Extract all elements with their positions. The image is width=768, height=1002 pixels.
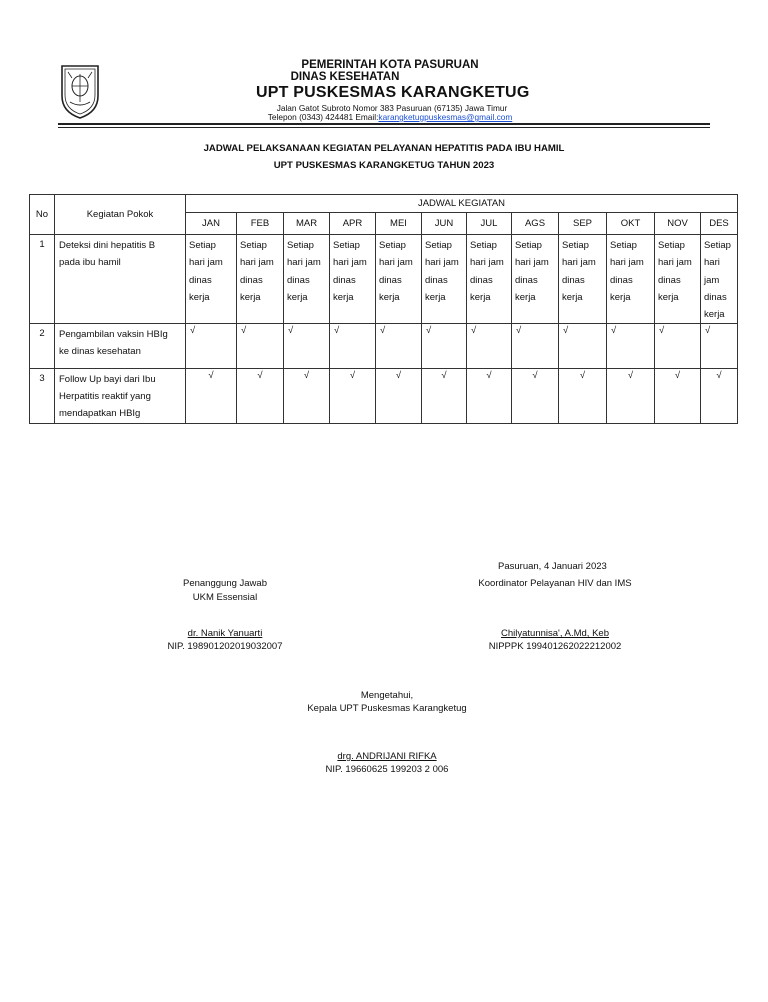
letterhead-rule-thick xyxy=(58,123,710,125)
check-mark-mei: √ xyxy=(376,324,422,369)
check-mark-okt: √ xyxy=(607,369,655,424)
schedule-table xyxy=(29,194,738,424)
schedule-text-line: hari jam xyxy=(333,257,367,269)
schedule-cell-jul xyxy=(467,235,512,324)
month-header-des: DES xyxy=(701,213,738,235)
document-subtitle: UPT PUSKESMAS KARANGKETUG TAHUN 2023 xyxy=(273,160,495,171)
schedule-text-line: kerja xyxy=(287,291,308,303)
check-mark-jun: √ xyxy=(422,369,467,424)
letterhead-rule-thin xyxy=(58,127,710,128)
schedule-text-line: kerja xyxy=(333,291,354,303)
schedule-body xyxy=(30,235,738,424)
schedule-text-line: hari jam xyxy=(379,257,413,269)
schedule-text-line: Setiap xyxy=(240,240,267,251)
month-header-jul: JUL xyxy=(467,213,512,235)
schedule-text-line: dinas xyxy=(379,274,402,286)
schedule-cell-okt xyxy=(607,235,655,324)
schedule-text-line: kerja xyxy=(562,291,583,303)
activity-line: ke dinas kesehatan xyxy=(59,346,141,358)
schedule-text-line: hari jam xyxy=(704,257,720,286)
schedule-text-line: Setiap xyxy=(470,240,497,251)
schedule-text-line: kerja xyxy=(658,291,679,303)
activity-line: Deteksi dini hepatitis B xyxy=(59,240,156,251)
check-mark-des: √ xyxy=(701,369,738,424)
row-number: 3 xyxy=(30,369,55,424)
month-header-ags: AGS xyxy=(512,213,559,235)
check-mark-nov: √ xyxy=(655,324,701,369)
left-signer-nip: NIP. 198901202019032007 xyxy=(167,641,283,652)
schedule-cell-sep xyxy=(559,235,607,324)
check-mark-feb: √ xyxy=(237,369,284,424)
schedule-text-line: hari jam xyxy=(425,257,459,269)
header-schedule: JADWAL KEGIATAN xyxy=(186,195,738,213)
schedule-cell-mei xyxy=(376,235,422,324)
schedule-text-line: Setiap xyxy=(658,240,685,251)
head-name: drg. ANDRIJANI RIFKA xyxy=(337,751,437,762)
header-activity: Kegiatan Pokok xyxy=(55,195,186,235)
activity-line: Pengambilan vaksin HBIg xyxy=(59,329,168,341)
schedule-text-line: Setiap xyxy=(333,240,360,251)
check-mark-apr: √ xyxy=(330,324,376,369)
left-signer-name: dr. Nanik Yanuarti xyxy=(187,628,263,639)
letterhead-email-link[interactable]: karangketugpuskesmas@gmail.com xyxy=(378,112,513,122)
letterhead-contact xyxy=(255,112,525,122)
schedule-text-line: dinas xyxy=(333,274,356,286)
schedule-cell-mar xyxy=(284,235,330,324)
activity-line: pada ibu hamil xyxy=(59,257,121,268)
table-row xyxy=(30,369,738,424)
month-header-okt: OKT xyxy=(607,213,655,235)
schedule-cell-ags xyxy=(512,235,559,324)
row-number: 1 xyxy=(30,235,55,324)
place-date: Pasuruan, 4 Januari 2023 xyxy=(498,561,607,572)
check-mark-sep: √ xyxy=(559,369,607,424)
letterhead-government: PEMERINTAH KOTA PASURUAN xyxy=(301,59,479,71)
check-mark-jul: √ xyxy=(467,369,512,424)
head-nip: NIP. 19660625 199203 2 006 xyxy=(325,764,449,775)
right-signer-role: Koordinator Pelayanan HIV dan IMS xyxy=(478,578,632,589)
schedule-text-line: kerja xyxy=(470,291,491,303)
schedule-text-line: hari jam xyxy=(515,257,549,269)
month-header-sep: SEP xyxy=(559,213,607,235)
schedule-cell-nov xyxy=(655,235,701,324)
schedule-cell-jun xyxy=(422,235,467,324)
activity-line: Herpatitis reaktif yang xyxy=(59,391,151,403)
schedule-text-line: hari jam xyxy=(562,257,596,269)
schedule-cell-feb xyxy=(237,235,284,324)
month-header-nov: NOV xyxy=(655,213,701,235)
schedule-text-line: Setiap xyxy=(379,240,406,251)
letterhead-phone: Telepon (0343) 424481 Email: xyxy=(267,112,379,122)
schedule-text-line: Setiap xyxy=(515,240,542,251)
schedule-text-line: kerja xyxy=(425,291,446,303)
check-mark-jun: √ xyxy=(422,324,467,369)
check-mark-okt: √ xyxy=(607,324,655,369)
schedule-text-line: kerja xyxy=(704,309,725,321)
schedule-text-line: hari jam xyxy=(610,257,644,269)
schedule-text-line: hari jam xyxy=(240,257,274,269)
check-mark-jan: √ xyxy=(186,369,237,424)
letterhead-department: DINAS KESEHATAN xyxy=(290,71,400,83)
month-header-mar: MAR xyxy=(284,213,330,235)
schedule-text-line: dinas xyxy=(189,274,212,286)
table-row xyxy=(30,324,738,369)
schedule-text-line: kerja xyxy=(189,291,210,303)
schedule-text-line: hari jam xyxy=(658,257,692,269)
activity-cell xyxy=(55,235,186,324)
acknowledge-label: Mengetahui, xyxy=(360,690,414,701)
month-header-jun: JUN xyxy=(422,213,467,235)
check-mark-ags: √ xyxy=(512,324,559,369)
right-signer-name: Chilyatunnisa', A.Md, Keb xyxy=(501,628,609,639)
schedule-text-line: kerja xyxy=(610,291,631,303)
city-emblem-icon xyxy=(58,62,102,120)
schedule-text-line: dinas xyxy=(425,274,448,286)
schedule-text-line: dinas xyxy=(658,274,681,286)
schedule-text-line: Setiap xyxy=(704,240,731,251)
schedule-text-line: Setiap xyxy=(562,240,589,251)
schedule-text-line: hari jam xyxy=(470,257,504,269)
schedule-text-line: Setiap xyxy=(610,240,637,251)
document-title: JADWAL PELAKSANAAN KEGIATAN PELAYANAN HEPATITIS PADA IBU HAMIL xyxy=(203,143,565,154)
check-mark-apr: √ xyxy=(330,369,376,424)
check-mark-des: √ xyxy=(701,324,738,369)
check-mark-sep: √ xyxy=(559,324,607,369)
check-mark-feb: √ xyxy=(237,324,284,369)
schedule-text-line: dinas xyxy=(515,274,538,286)
schedule-cell-des xyxy=(701,235,738,324)
schedule-text-line: dinas xyxy=(470,274,493,286)
check-mark-nov: √ xyxy=(655,369,701,424)
left-signer-role-line2: UKM Essensial xyxy=(192,592,258,603)
schedule-text-line: hari jam xyxy=(189,257,223,269)
check-mark-mar: √ xyxy=(284,369,330,424)
schedule-text-line: hari jam xyxy=(287,257,321,269)
table-row xyxy=(30,235,738,324)
schedule-text-line: dinas xyxy=(610,274,633,286)
row-number: 2 xyxy=(30,324,55,369)
right-signer-nip: NIPPPK 199401262022212002 xyxy=(488,641,622,652)
left-signer-role-line1: Penanggung Jawab xyxy=(183,578,267,589)
schedule-cell-jan xyxy=(186,235,237,324)
schedule-cell-apr xyxy=(330,235,376,324)
activity-line: mendapatkan HBIg xyxy=(59,408,141,420)
schedule-text-line: Setiap xyxy=(287,240,314,251)
activity-cell xyxy=(55,369,186,424)
month-header-mei: MEI xyxy=(376,213,422,235)
head-role: Kepala UPT Puskesmas Karangketug xyxy=(307,703,467,714)
check-mark-ags: √ xyxy=(512,369,559,424)
schedule-text-line: dinas xyxy=(287,274,310,286)
schedule-text-line: dinas xyxy=(240,274,263,286)
schedule-text-line: kerja xyxy=(515,291,536,303)
schedule-text-line: Setiap xyxy=(425,240,452,251)
check-mark-jan: √ xyxy=(186,324,237,369)
activity-cell xyxy=(55,324,186,369)
schedule-text-line: kerja xyxy=(240,291,261,303)
check-mark-mei: √ xyxy=(376,369,422,424)
month-header-apr: APR xyxy=(330,213,376,235)
letterhead-address: Jalan Gatot Subroto Nomor 383 Pasuruan (67135) Jawa Timur xyxy=(276,103,508,113)
schedule-text-line: dinas xyxy=(562,274,585,286)
letterhead-unit: UPT PUSKESMAS KARANGKETUG xyxy=(256,84,530,101)
activity-line: Follow Up bayi dari Ibu xyxy=(59,374,156,386)
schedule-text-line: kerja xyxy=(379,291,400,303)
check-mark-mar: √ xyxy=(284,324,330,369)
month-header-feb: FEB xyxy=(237,213,284,235)
month-header-jan: JAN xyxy=(186,213,237,235)
schedule-text-line: dinas xyxy=(704,291,727,303)
schedule-text-line: Setiap xyxy=(189,240,216,251)
header-no: No xyxy=(30,195,55,235)
check-mark-jul: √ xyxy=(467,324,512,369)
